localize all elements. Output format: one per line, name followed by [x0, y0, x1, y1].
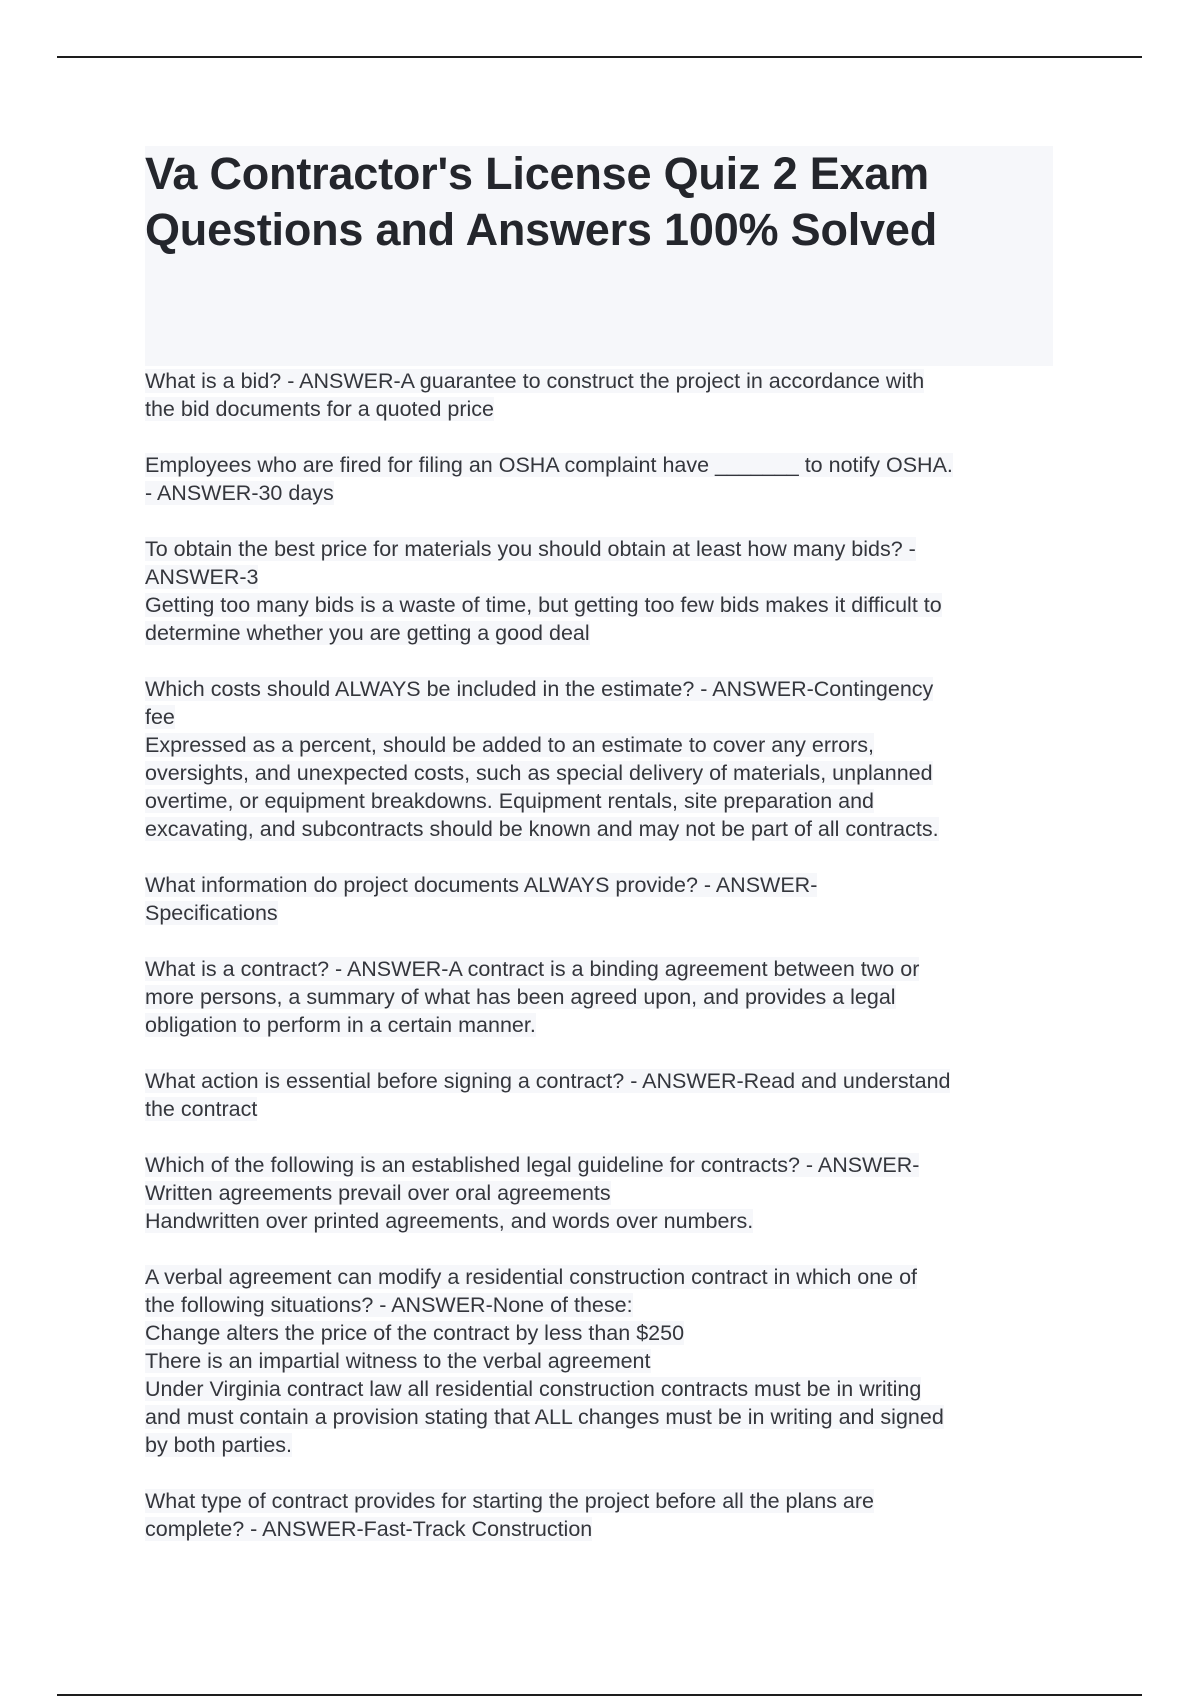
qa-line-text: obligation to perform in a certain manner. — [145, 1013, 536, 1037]
qa-line-text: Change alters the price of the contract by less than $250 — [145, 1321, 685, 1345]
qa-line — [145, 1067, 1065, 1095]
qa-line — [145, 1319, 1065, 1347]
qa-line-text: Specifications — [145, 901, 278, 925]
qa-line-text: fee — [145, 705, 175, 729]
qa-line — [145, 563, 1065, 591]
qa-line — [145, 395, 1065, 423]
qa-line-text: oversights, and unexpected costs, such as special delivery of materials, unplanned — [145, 761, 933, 785]
qa-line-text: There is an impartial witness to the verbal agreement — [145, 1349, 651, 1373]
qa-line — [145, 1207, 1065, 1235]
qa-list — [145, 367, 1065, 1571]
qa-line — [145, 1403, 1065, 1431]
qa-line — [145, 1151, 1065, 1179]
qa-line — [145, 703, 1065, 731]
qa-line-text: more persons, a summary of what has been agreed upon, and provides a legal — [145, 985, 896, 1009]
qa-line — [145, 1515, 1065, 1543]
qa-line-text: What action is essential before signing a contract? - ANSWER-Read and understand — [145, 1069, 951, 1093]
qa-line-text: To obtain the best price for materials you should obtain at least how many bids? - — [145, 537, 916, 561]
qa-line — [145, 1347, 1065, 1375]
qa-line — [145, 731, 1065, 759]
qa-line — [145, 367, 1065, 395]
qa-line — [145, 815, 1065, 843]
qa-line-text: Getting too many bids is a waste of time, but getting too few bids makes it difficult to — [145, 593, 942, 617]
qa-line — [145, 1263, 1065, 1291]
title-block — [145, 146, 1053, 366]
qa-line-text: A verbal agreement can modify a residential construction contract in which one of — [145, 1265, 918, 1289]
qa-line — [145, 759, 1065, 787]
qa-line-text: by both parties. — [145, 1433, 293, 1457]
qa-item — [145, 1263, 1065, 1459]
qa-line — [145, 479, 1065, 507]
qa-line-text: - ANSWER-30 days — [145, 481, 334, 505]
qa-line-text: Handwritten over printed agreements, and words over numbers. — [145, 1209, 754, 1233]
qa-line-text: the following situations? - ANSWER-None of these: — [145, 1293, 633, 1317]
qa-line — [145, 1011, 1065, 1039]
header-rule — [57, 56, 1142, 58]
qa-line — [145, 451, 1065, 479]
qa-line-text: What is a bid? - ANSWER-A guarantee to construct the project in accordance with — [145, 369, 925, 393]
qa-item — [145, 1151, 1065, 1235]
qa-line — [145, 619, 1065, 647]
qa-line-text: What type of contract provides for starting the project before all the plans are — [145, 1489, 874, 1513]
qa-line-text: Which costs should ALWAYS be included in the estimate? - ANSWER-Contingency — [145, 677, 934, 701]
qa-line — [145, 675, 1065, 703]
qa-line — [145, 899, 1065, 927]
qa-line — [145, 983, 1065, 1011]
qa-line — [145, 1431, 1065, 1459]
qa-line — [145, 535, 1065, 563]
qa-item — [145, 1067, 1065, 1123]
qa-line — [145, 1095, 1065, 1123]
qa-line-text: and must contain a provision stating that ALL changes must be in writing and signed — [145, 1405, 944, 1429]
qa-line — [145, 955, 1065, 983]
qa-line-text: determine whether you are getting a good deal — [145, 621, 590, 645]
qa-item — [145, 535, 1065, 647]
qa-line-text: Employees who are fired for filing an OSHA complaint have _______ to notify OSHA. — [145, 453, 953, 477]
footer-rule — [57, 1694, 1142, 1696]
qa-line-text: excavating, and subcontracts should be known and may not be part of all contracts. — [145, 817, 939, 841]
title-line: Questions and Answers 100% Solved — [145, 204, 937, 255]
qa-line-text: Which of the following is an established legal guideline for contracts? - ANSWER- — [145, 1153, 920, 1177]
qa-line-text: Expressed as a percent, should be added to an estimate to cover any errors, — [145, 733, 875, 757]
qa-line-text: the bid documents for a quoted price — [145, 397, 494, 421]
qa-line-text: What is a contract? - ANSWER-A contract is a binding agreement between two or — [145, 957, 920, 981]
qa-line — [145, 1179, 1065, 1207]
qa-item — [145, 871, 1065, 927]
qa-item — [145, 675, 1065, 843]
qa-item — [145, 367, 1065, 423]
qa-line-text: ANSWER-3 — [145, 565, 259, 589]
qa-line-text: the contract — [145, 1097, 258, 1121]
qa-line-text: Written agreements prevail over oral agreements — [145, 1181, 611, 1205]
document-title — [145, 146, 1053, 258]
qa-item — [145, 451, 1065, 507]
qa-line — [145, 1291, 1065, 1319]
qa-line-text: What information do project documents ALWAYS provide? - ANSWER- — [145, 873, 818, 897]
qa-line-text: overtime, or equipment breakdowns. Equipment rentals, site preparation and — [145, 789, 875, 813]
qa-line-text: Under Virginia contract law all residential construction contracts must be in writing — [145, 1377, 922, 1401]
qa-line — [145, 787, 1065, 815]
qa-line — [145, 1375, 1065, 1403]
qa-line-text: complete? - ANSWER-Fast-Track Construction — [145, 1517, 593, 1541]
qa-line — [145, 591, 1065, 619]
qa-item — [145, 1487, 1065, 1543]
title-line: Va Contractor's License Quiz 2 Exam — [145, 148, 929, 199]
qa-item — [145, 955, 1065, 1039]
qa-line — [145, 871, 1065, 899]
qa-line — [145, 1487, 1065, 1515]
